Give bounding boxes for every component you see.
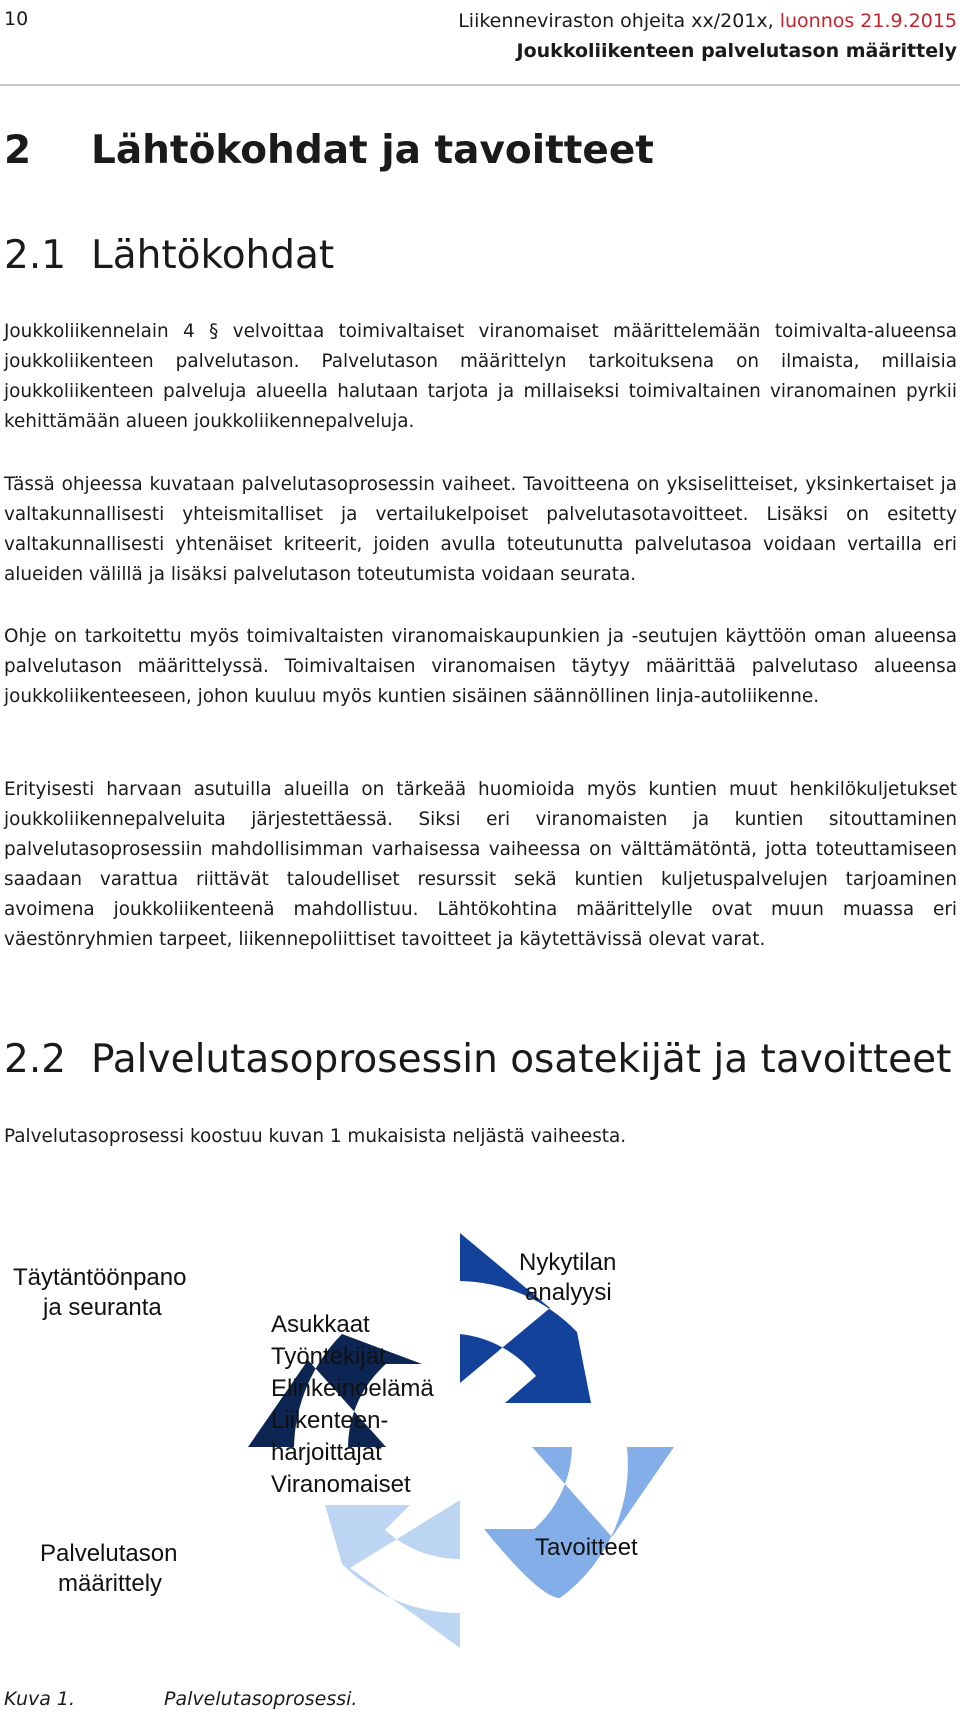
stage-top-right-label	[519, 1249, 616, 1306]
chapter-title: Lähtökohdat ja tavoitteet	[91, 128, 654, 173]
section-number: 2.1	[4, 233, 67, 278]
stage-label-line: Tavoitteet	[535, 1534, 638, 1561]
stage-label-line: määrittely	[58, 1570, 163, 1597]
paragraph: Joukkoliikennelain 4 § velvoittaa toimivaltaiset viranomaiset määrittelemään toimivalta-alueensa joukkoliikenteen palvelutason. Palvelutason määrittelyn tarkoituksena on ilmaista, millaisia joukkoliikenteen palveluja alueella halutaan tarjota ja millaiseksi toimivaltainen viranomainen pyrkii kehittämään alueen joukkoliikennepalveluja.	[4, 321, 957, 432]
cycle-arrow-bottom-left	[325, 1500, 460, 1648]
section-title: Palvelutasoprosessin osatekijät ja tavoitteet	[91, 1037, 952, 1082]
stage-label-line: Palvelutason	[40, 1540, 178, 1567]
header-divider	[0, 84, 960, 86]
stage-bottom-right-label	[535, 1534, 638, 1561]
cycle-arrow-bottom-right	[484, 1447, 674, 1598]
stage-label-line: ja seuranta	[43, 1294, 162, 1321]
publication-name: Liikenneviraston ohjeita xx/201x,	[458, 10, 774, 32]
stakeholder-item: Viranomaiset	[271, 1471, 411, 1498]
section-heading-2-2	[4, 1037, 951, 1082]
caption-label: Kuva 1.	[4, 1688, 76, 1710]
chapter-number: 2	[4, 128, 32, 173]
stakeholder-item: harjoittajat	[271, 1439, 382, 1466]
stakeholder-item: Asukkaat	[271, 1311, 370, 1338]
header-right	[458, 6, 957, 66]
paragraph: Tässä ohjeessa kuvataan palvelutasoprosessin vaiheet. Tavoitteena on yksiselitteiset, yksinkertaiset ja valtakunnallisesti yhteismitalliset ja vertailukelpoiset palvelutasotavoitteet. Lisäksi on esitetty valtakunnallisesti yhtenäiset kriteerit, joiden avulla toteutunutta palvelutasoa voidaan vertailla eri alueiden välillä ja lisäksi palvelutason toteutumista voidaan seurata.	[4, 474, 957, 585]
stage-top-left-label	[13, 1264, 186, 1321]
figure-caption	[4, 1688, 358, 1710]
stage-label-line: Nykytilan	[519, 1249, 617, 1276]
section-intro: Palvelutasoprosessi koostuu kuvan 1 mukaisista neljästä vaiheesta.	[4, 1126, 627, 1147]
stakeholder-item: Työntekijät	[271, 1343, 386, 1370]
paragraph: Ohje on tarkoitettu myös toimivaltaisten viranomaiskaupunkien ja -seutujen käyttöön oman alueensa palvelutason määrittelyssä. Toimivaltaisen viranomaisen täytyy määrittää palvelutaso alueensa joukkoliikenteeseen, johon kuuluu myös kuntien sisäinen säännöllinen linja-autoliikenne.	[4, 626, 957, 707]
stage-bottom-left-label	[40, 1540, 177, 1597]
section-number: 2.2	[4, 1037, 67, 1082]
caption-title: Palvelutasoprosessi.	[164, 1688, 358, 1710]
draft-label: luonnos 21.9.2015	[779, 10, 957, 32]
stakeholder-item: Liikenteen-	[271, 1407, 389, 1434]
stakeholder-item: Elinkeinoelämä	[271, 1375, 434, 1402]
process-cycle-diagram	[0, 1198, 960, 1668]
document-subtitle: Joukkoliikenteen palvelutason määrittely	[516, 40, 957, 62]
page-number: 10	[4, 8, 29, 30]
chapter-heading	[4, 128, 654, 173]
stage-label-line: analyysi	[525, 1279, 612, 1306]
section-title: Lähtökohdat	[91, 233, 335, 278]
stage-label-line: Täytäntöönpano	[13, 1264, 187, 1291]
section-heading-2-1	[4, 233, 334, 278]
paragraph: Erityisesti harvaan asutuilla alueilla on tärkeää huomioida myös kuntien muut henkilökuljetukset joukkoliikennepalveluita järjestettäessä. Siksi eri viranomaisten ja kuntien sitouttaminen palvelutasoprosessiin mahdollisimman varhaisessa vaiheessa on välttämätöntä, jotta toteuttamiseen saadaan varattua riittävät taloudelliset resurssit sekä kuntien kuljetuspalvelujen tarjoaminen avoimena joukkoliikenteenä mahdollistuu. Lähtökohtina määrittelylle ovat muun muassa eri väestönryhmien tarpeet, liikennepoliittiset tavoitteet ja käytettävissä olevat varat.	[4, 779, 957, 950]
